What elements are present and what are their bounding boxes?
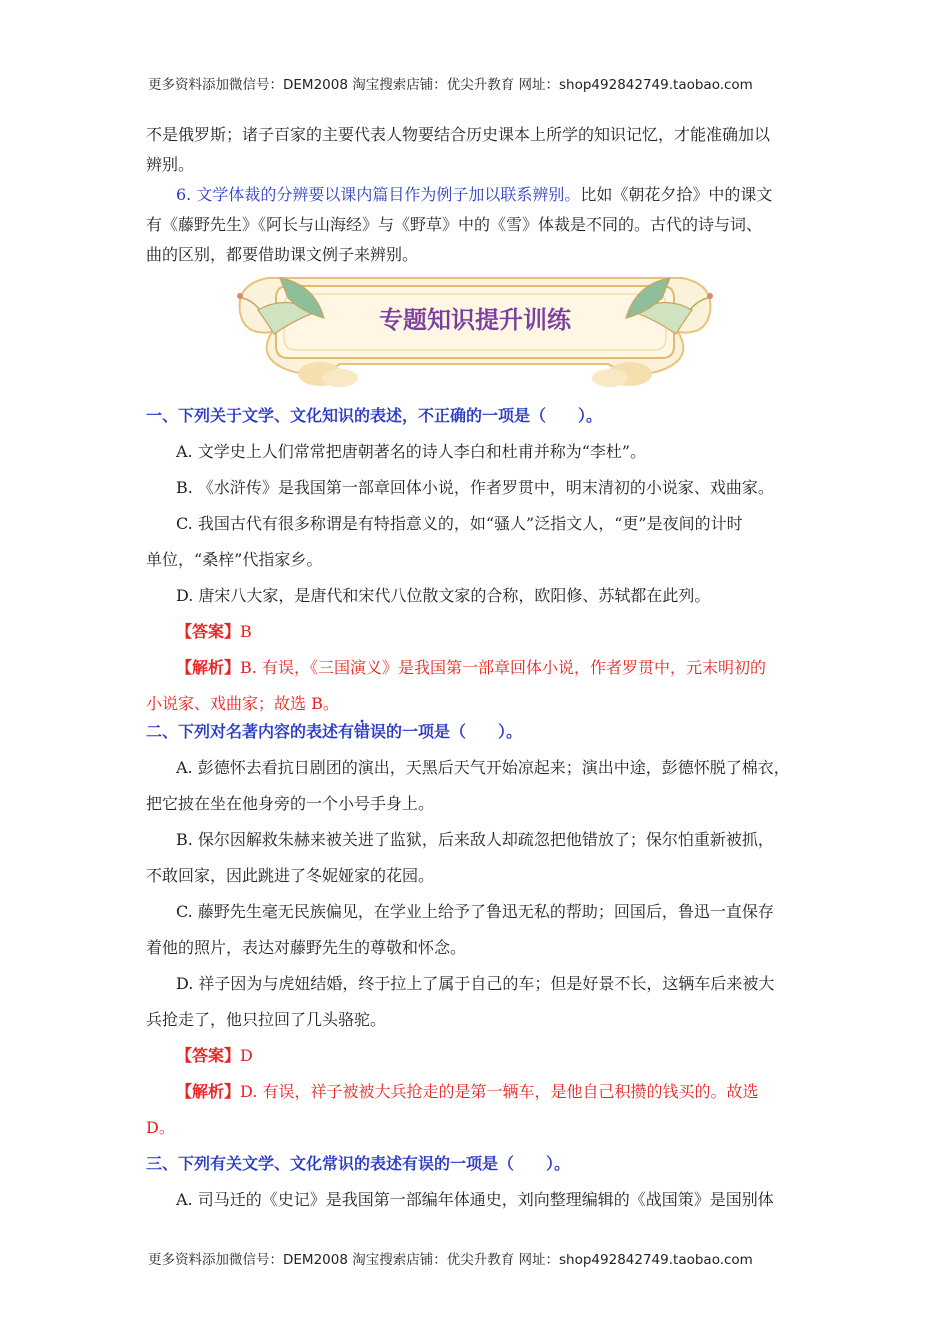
intro-line: 不是俄罗斯；诸子百家的主要代表人物要结合历史课本上所学的知识记忆，才能准确加以 — [146, 125, 771, 144]
page-header: 更多资料添加微信号：DEM2008 淘宝搜索店铺：优尖升教育 网址：shop492842749.taobao.com — [148, 77, 753, 93]
question-1-option-a: A. 文学史上人们常常把唐朝著名的诗人李白和杜甫并称为“李杜”。 — [176, 442, 647, 461]
answer-value: D — [240, 1046, 253, 1065]
question-1-explanation — [146, 650, 810, 686]
question-2-answer — [146, 1038, 810, 1074]
answer-label: 【答案】 — [176, 622, 241, 641]
question-2-option-b: B. 保尔因解救朱赫来被关进了监狱，后来敌人却疏忽把他错放了；保尔怕重新被抓， — [176, 830, 774, 849]
question-1 — [146, 398, 810, 722]
intro-line: 曲的区别，都要借助课文例子来辨别。 — [146, 245, 419, 264]
page-footer: 更多资料添加微信号：DEM2008 淘宝搜索店铺：优尖升教育 网址：shop492842749.taobao.com — [148, 1252, 753, 1268]
question-2-stem — [146, 714, 810, 750]
explanation-label: 【解析】 — [176, 1082, 241, 1101]
question-1-explanation-cont: 小说家、戏曲家；故选 B。 — [146, 694, 339, 713]
question-3-option-a: A. 司马迁的《史记》是我国第一部编年体通史，刘向整理编辑的《战国策》是国别体 — [176, 1190, 774, 1209]
intro-section — [146, 120, 810, 270]
question-2 — [146, 714, 810, 1146]
question-1-option-c-cont: 单位，“桑梓”代指家乡。 — [146, 550, 323, 569]
question-2-explanation-cont: D。 — [146, 1118, 175, 1137]
section-banner — [228, 258, 722, 388]
explanation-text: B. 有误，《三国演义》是我国第一部章回体小说，作者罗贯中，元末明初的 — [240, 658, 766, 677]
question-2-option-c-cont: 着他的照片，表达对藤野先生的尊敬和怀念。 — [146, 938, 467, 957]
question-3-stem: 三、下列有关文学、文化常识的表述有误的一项是（ ）。 — [146, 1154, 571, 1173]
question-1-option-b: B. 《水浒传》是我国第一部章回体小说，作者罗贯中，明末清初的小说家、戏曲家。 — [176, 478, 774, 497]
question-1-stem: 一、下列关于文学、文化知识的表述，不正确的一项是（ ）。 — [146, 406, 603, 425]
question-1-option-c: C. 我国古代有很多称谓是有特指意义的，如“骚人”泛指文人，“更”是夜间的计时 — [176, 514, 743, 533]
intro-line: 辨别。 — [146, 155, 195, 174]
intro-point-6 — [146, 180, 810, 210]
question-2-option-c: C. 藤野先生毫无民族偏见，在学业上给予了鲁迅无私的帮助；回国后，鲁迅一直保存 — [176, 902, 774, 921]
question-2-explanation — [146, 1074, 810, 1110]
answer-label: 【答案】 — [176, 1046, 241, 1065]
question-2-option-d: D. 祥子因为与虎妞结婚，终于拉上了属于自己的车；但是好景不长，这辆车后来被大 — [176, 974, 775, 993]
question-2-stem-post: 的一项是（ ）。 — [386, 722, 523, 741]
question-2-option-b-cont: 不敢回家，因此跳进了冬妮娅家的花园。 — [146, 866, 435, 885]
question-2-option-a-cont: 把它披在坐在他身旁的一个小号手身上。 — [146, 794, 435, 813]
explanation-text: D. 有误，祥子被被大兵抢走的是第一辆车，是他自己积攒的钱买的。故选 — [240, 1082, 759, 1101]
question-3 — [146, 1146, 810, 1218]
question-2-emphasis: 有错误 — [338, 722, 387, 741]
intro-line: 有《藤野先生》《阿长与山海经》与《野草》中的《雪》体裁是不同的。古代的诗与词、 — [146, 215, 763, 234]
question-2-option-a: A. 彭德怀去看抗日剧团的演出，天黑后天气开始凉起来；演出中途，彭德怀脱了棉衣， — [176, 758, 790, 777]
banner-title: 专题知识提升训练 — [379, 306, 571, 334]
intro-point-6-text: 比如《朝花夕拾》中的课文 — [580, 185, 773, 204]
question-1-option-d: D. 唐宋八大家，是唐代和宋代八位散文家的合称，欧阳修、苏轼都在此列。 — [176, 586, 711, 605]
explanation-label: 【解析】 — [176, 658, 241, 677]
question-2-stem-pre: 二、下列对名著内容的表述 — [146, 722, 339, 741]
answer-value: B — [240, 622, 252, 641]
question-1-answer — [146, 614, 810, 650]
intro-point-6-heading: 6. 文学体裁的分辨要以课内篇目作为例子加以联系辨别。 — [176, 185, 581, 204]
question-2-option-d-cont: 兵抢走了，他只拉回了几头骆驼。 — [146, 1010, 387, 1029]
